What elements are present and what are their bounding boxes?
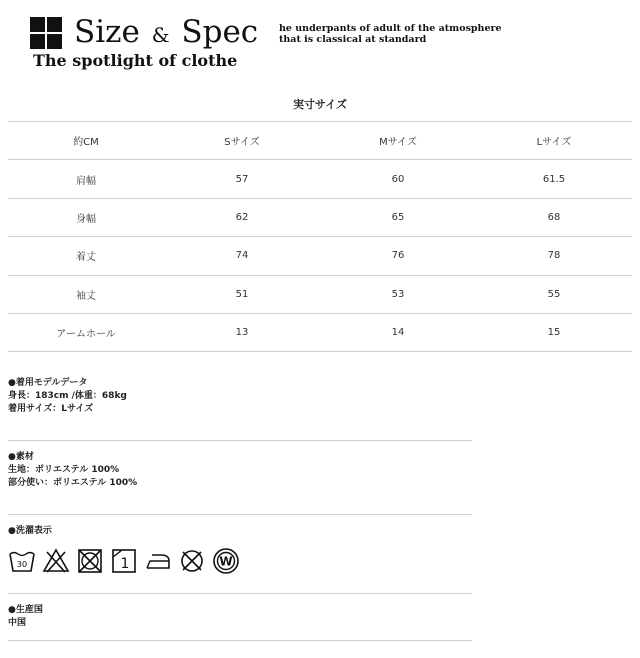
size-table bbox=[8, 121, 632, 352]
line-dry-digit: 1 bbox=[120, 556, 130, 572]
table-cell: 着丈 bbox=[8, 237, 164, 275]
model-line-2: 着用サイズ：Lサイズ bbox=[8, 404, 94, 414]
table-row bbox=[8, 275, 632, 313]
no-tumble-dry-icon bbox=[76, 547, 104, 575]
table-cell: 62 bbox=[164, 198, 320, 236]
tagline-line-2: that is classical at standard bbox=[279, 34, 427, 45]
care-section bbox=[8, 525, 472, 538]
header bbox=[30, 14, 630, 74]
table-row bbox=[8, 160, 632, 198]
title-size: Size bbox=[74, 14, 140, 50]
subtitle: The spotlight of clothe bbox=[33, 51, 238, 70]
table-cell: 76 bbox=[320, 237, 476, 275]
origin-heading: ● 生産国 bbox=[8, 604, 472, 617]
wet-clean-letter: W bbox=[219, 554, 233, 569]
header-cell: Lサイズ bbox=[476, 122, 632, 160]
table-cell: 74 bbox=[164, 237, 320, 275]
table-cell: 65 bbox=[320, 198, 476, 236]
wash-30-icon bbox=[8, 547, 36, 575]
material-heading: ● 素材 bbox=[8, 451, 472, 464]
wash-temp-label: 30 bbox=[16, 560, 28, 569]
material-section bbox=[8, 451, 472, 490]
line-dry-shade-icon bbox=[110, 547, 138, 575]
table-cell: 68 bbox=[476, 198, 632, 236]
table-header-row bbox=[8, 122, 632, 160]
table-cell: 60 bbox=[320, 160, 476, 198]
origin-value: 中国 bbox=[8, 618, 27, 628]
model-section bbox=[8, 377, 472, 416]
header-cell: Sサイズ bbox=[164, 122, 320, 160]
table-cell: 61.5 bbox=[476, 160, 632, 198]
care-icons bbox=[8, 546, 240, 576]
divider bbox=[8, 440, 472, 441]
table-cell: 袖丈 bbox=[8, 275, 164, 313]
model-line-1: 身長：183cm /体重：68kg bbox=[8, 391, 127, 401]
table-cell: 78 bbox=[476, 237, 632, 275]
material-line-1: 生地：ポリエステル 100% bbox=[8, 465, 120, 475]
table-cell: 身幅 bbox=[8, 198, 164, 236]
iron-low-icon bbox=[144, 547, 172, 575]
model-heading: ● 着用モデルデータ bbox=[8, 377, 472, 390]
table-cell: 51 bbox=[164, 275, 320, 313]
tagline bbox=[279, 23, 502, 45]
table-cell: 55 bbox=[476, 275, 632, 313]
title-spec: Spec bbox=[181, 14, 259, 50]
wet-clean-icon bbox=[212, 547, 240, 575]
divider bbox=[8, 514, 472, 515]
size-table-title: 実寸サイズ bbox=[292, 98, 348, 111]
table-cell: 肩幅 bbox=[8, 160, 164, 198]
header-cell: 約CM bbox=[8, 122, 164, 160]
table-cell: 53 bbox=[320, 275, 476, 313]
divider bbox=[8, 640, 472, 641]
table-cell: 15 bbox=[476, 313, 632, 351]
page-title bbox=[74, 14, 258, 50]
table-row bbox=[8, 198, 632, 236]
table-cell: 13 bbox=[164, 313, 320, 351]
title-amp: & bbox=[151, 23, 170, 47]
care-heading: ● 洗濯表示 bbox=[8, 525, 472, 538]
material-line-2: 部分使い：ポリエステル 100% bbox=[8, 478, 138, 488]
no-dry-clean-icon bbox=[178, 547, 206, 575]
origin-section bbox=[8, 604, 472, 630]
logo-grid-icon bbox=[30, 17, 62, 49]
table-row bbox=[8, 313, 632, 351]
divider bbox=[8, 593, 472, 594]
header-cell: Mサイズ bbox=[320, 122, 476, 160]
table-cell: 14 bbox=[320, 313, 476, 351]
table-row bbox=[8, 237, 632, 275]
table-cell: 57 bbox=[164, 160, 320, 198]
tagline-line-1: he underpants of adult of the atmosphere bbox=[279, 23, 502, 34]
no-bleach-icon bbox=[42, 547, 70, 575]
table-cell: アームホール bbox=[8, 313, 164, 351]
